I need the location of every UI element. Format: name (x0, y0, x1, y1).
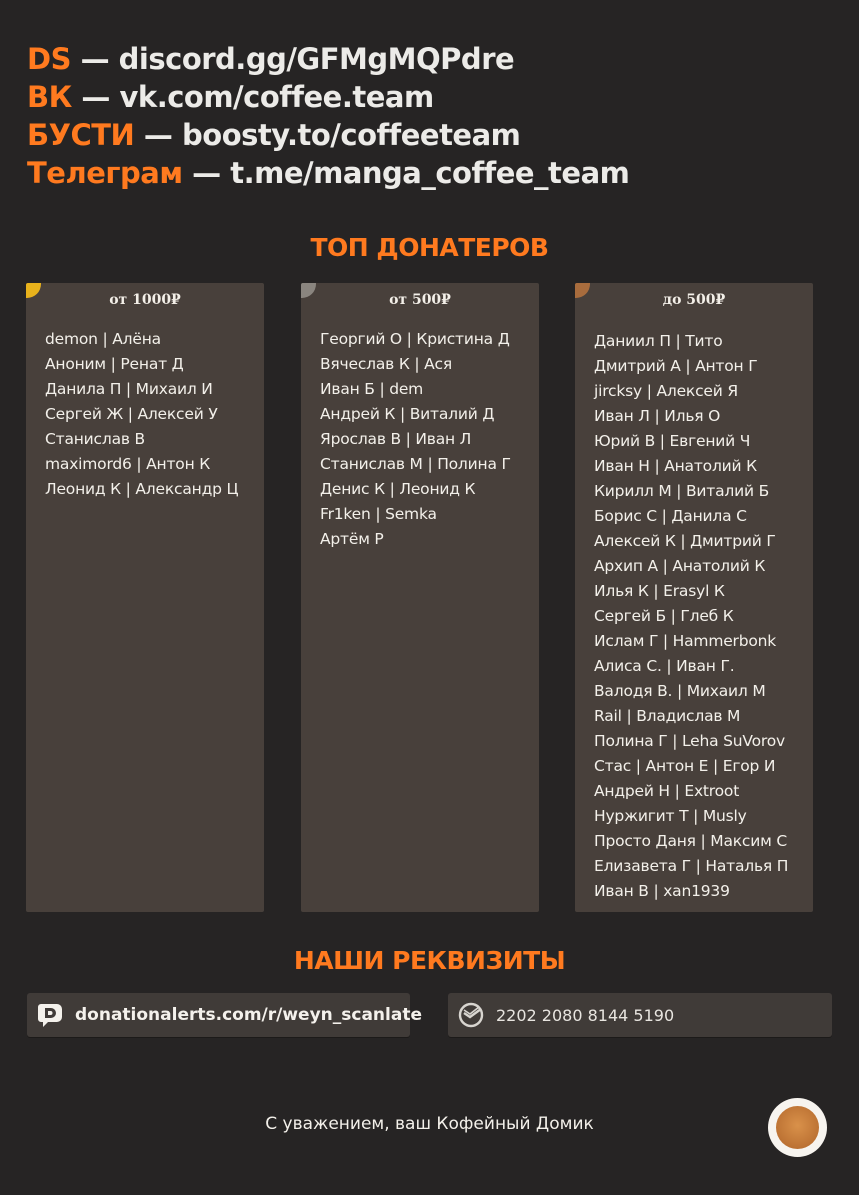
donor-name: Rail | Владислав М (594, 707, 741, 725)
donor-column-under-500 (575, 283, 813, 912)
footer-text: С уважением, ваш Кофейный Домик (265, 1114, 594, 1134)
donor-column-500 (301, 283, 539, 912)
donor-name: Алексей К | Дмитрий Г (594, 532, 776, 550)
donor-name: Дмитрий А | Антон Г (594, 357, 758, 375)
donor-list (45, 327, 264, 502)
donor-name: Вячеслав К | Ася (320, 355, 452, 373)
donor-list (594, 329, 813, 904)
donor-name: Fr1ken | Semka (320, 505, 437, 523)
donationalerts-link[interactable] (27, 993, 422, 1037)
link-row-ds[interactable] (27, 40, 629, 78)
donor-name: Даниил П | Тито (594, 332, 723, 350)
donor-list (320, 327, 539, 552)
link-key: БУСТИ (27, 118, 135, 152)
donor-name: Просто Даня | Максим С (594, 832, 787, 850)
donor-name: Полина Г | Leha SuVorov (594, 732, 785, 750)
donor-name: Георгий О | Кристина Д (320, 330, 510, 348)
logo-emblem (776, 1106, 819, 1149)
link-key: Телеграм (27, 156, 183, 190)
donor-name: jircksy | Алексей Я (594, 382, 738, 400)
donor-name: Илья К | Erasyl К (594, 582, 725, 600)
card-number-box[interactable] (448, 993, 832, 1037)
link-row-telegram[interactable] (27, 154, 629, 192)
donor-name: Архип А | Анатолий К (594, 557, 766, 575)
donor-name: Борис С | Данила С (594, 507, 747, 525)
donor-name: Елизавета Г | Наталья П (594, 857, 789, 875)
donor-name: Денис К | Леонид К (320, 480, 476, 498)
donor-name: Валодя В. | Михаил М (594, 682, 766, 700)
donor-name: Данила П | Михаил И (45, 380, 213, 398)
donor-name: Аноним | Ренат Д (45, 355, 184, 373)
donor-column-1000 (26, 283, 264, 912)
donor-name: Алиса С. | Иван Г. (594, 657, 735, 675)
link-dash: — (70, 42, 119, 76)
donor-name: maximord6 | Антон К (45, 455, 211, 473)
donor-name: Артём Р (320, 530, 384, 548)
card-number[interactable]: 2202 2080 8144 5190 (496, 1005, 675, 1025)
link-value[interactable]: discord.gg/GFMgMQPdre (118, 42, 515, 76)
link-dash: — (134, 118, 183, 152)
donor-name: Сергей Б | Глеб К (594, 607, 734, 625)
column-title: от 1000₽ (109, 292, 181, 308)
donor-name: Иван Б | dem (320, 380, 424, 398)
link-value[interactable]: t.me/manga_coffee_team (230, 156, 630, 190)
column-title: до 500₽ (662, 292, 726, 308)
donationalerts-url[interactable]: donationalerts.com/r/weyn_scanlate (75, 1005, 422, 1025)
donor-name: Ислам Г | Hammerbonk (594, 632, 777, 650)
link-dash: — (71, 80, 120, 114)
sberbank-icon (458, 1002, 484, 1028)
donor-name: Стас | Антон Е | Егор И (594, 757, 776, 775)
link-key: DS (27, 42, 71, 76)
donor-name: Ярослав В | Иван Л (320, 430, 472, 448)
donationalerts-icon (37, 1002, 63, 1028)
donor-name: Станислав В (45, 430, 145, 448)
link-value[interactable]: vk.com/coffee.team (119, 80, 434, 114)
links-block (27, 40, 629, 192)
link-row-boosty[interactable] (27, 116, 629, 154)
donor-name: Кирилл М | Виталий Б (594, 482, 770, 500)
donor-name: Иван В | xan1939 (594, 882, 730, 900)
link-dash: — (182, 156, 231, 190)
donors-title: ТОП ДОНАТЕРОВ (310, 233, 549, 262)
coffee-house-logo (768, 1098, 827, 1157)
donor-name: Андрей К | Виталий Д (320, 405, 495, 423)
link-value[interactable]: boosty.to/coffeeteam (182, 118, 521, 152)
donor-name: Иван Л | Илья О (594, 407, 721, 425)
requisites-title: НАШИ РЕКВИЗИТЫ (293, 946, 566, 975)
donor-name: Сергей Ж | Алексей У (45, 405, 218, 423)
column-title: от 500₽ (389, 292, 451, 308)
donor-name: Станислав М | Полина Г (320, 455, 511, 473)
link-key: ВК (27, 80, 72, 114)
link-row-vk[interactable] (27, 78, 629, 116)
donor-name: Леонид К | Александр Ц (45, 480, 239, 498)
donor-name: Иван Н | Анатолий К (594, 457, 757, 475)
donor-name: Юрий В | Евгений Ч (594, 432, 751, 450)
donor-name: Нуржигит Т | Musly (594, 807, 747, 825)
donor-name: Андрей Н | Extroot (594, 782, 740, 800)
donor-name: demon | Алёна (45, 330, 161, 348)
